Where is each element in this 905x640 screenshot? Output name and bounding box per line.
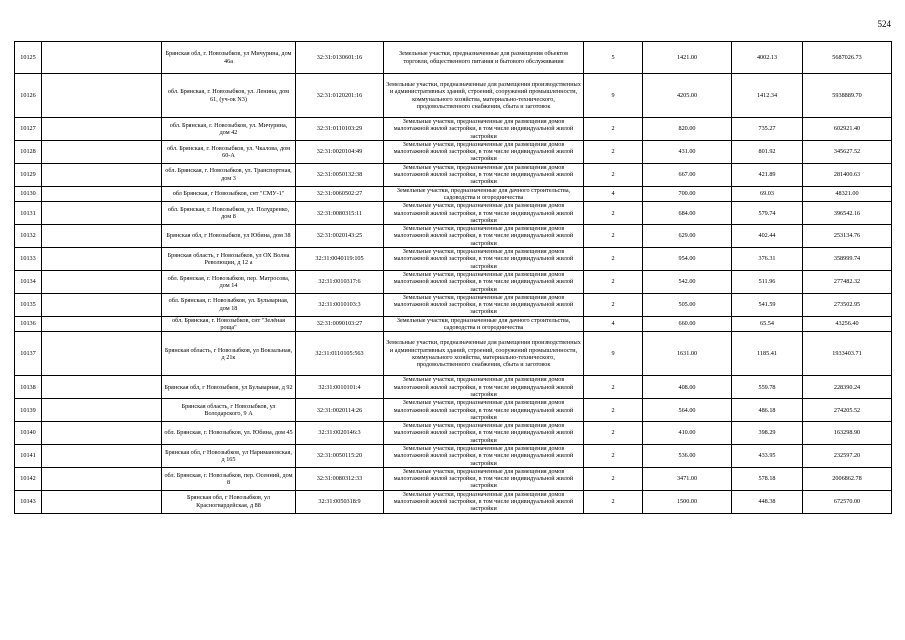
cadastral-value-cell: 273502.95 bbox=[803, 293, 892, 316]
table-row bbox=[15, 248, 892, 271]
cadastral-number-cell: 32:31:0050115:20 bbox=[296, 444, 384, 467]
address-cell: обл. Брянская, г. Новозыбков, пер. Осенний, дом 8 bbox=[162, 467, 296, 490]
use-group-cell: 2 bbox=[584, 467, 643, 490]
specific-value-cell: 421.89 bbox=[732, 163, 803, 186]
specific-value-cell: 735.27 bbox=[732, 118, 803, 141]
specific-value-cell: 541.59 bbox=[732, 293, 803, 316]
specific-value-cell: 511.96 bbox=[732, 270, 803, 293]
cadastral-number-cell: 32:31:0010317:6 bbox=[296, 270, 384, 293]
use-group-cell: 2 bbox=[584, 490, 643, 513]
specific-value-cell: 559.78 bbox=[732, 376, 803, 399]
cadastral-value-cell: 163298.90 bbox=[803, 422, 892, 445]
use-group-cell: 2 bbox=[584, 163, 643, 186]
empty-cell bbox=[42, 140, 162, 163]
address-cell: обл. Брянская, г. Новозыбков, снт "Зелёная роща" bbox=[162, 316, 296, 332]
specific-value-cell: 376.31 bbox=[732, 248, 803, 271]
cadastral-value-cell: 48321.00 bbox=[803, 186, 892, 202]
table-row bbox=[15, 467, 892, 490]
land-use-cell: Земельные участки, предназначенные для размещения домов малоэтажной жилой застройки, в том числе индивидуальной жилой застройки bbox=[384, 399, 584, 422]
specific-value-cell: 579.74 bbox=[732, 202, 803, 225]
row-number-cell: 10128 bbox=[15, 140, 42, 163]
use-group-cell: 2 bbox=[584, 399, 643, 422]
area-cell: 629.00 bbox=[643, 225, 732, 248]
row-number-cell: 10126 bbox=[15, 74, 42, 118]
row-number-cell: 10133 bbox=[15, 248, 42, 271]
area-cell: 564.00 bbox=[643, 399, 732, 422]
empty-cell bbox=[42, 270, 162, 293]
specific-value-cell: 402.44 bbox=[732, 225, 803, 248]
row-number-cell: 10142 bbox=[15, 467, 42, 490]
area-cell: 820.00 bbox=[643, 118, 732, 141]
table-row bbox=[15, 74, 892, 118]
use-group-cell: 2 bbox=[584, 225, 643, 248]
specific-value-cell: 65.54 bbox=[732, 316, 803, 332]
table-row bbox=[15, 202, 892, 225]
empty-cell bbox=[42, 225, 162, 248]
area-cell: 660.00 bbox=[643, 316, 732, 332]
table-row bbox=[15, 42, 892, 74]
cadastral-value-cell: 345627.52 bbox=[803, 140, 892, 163]
land-use-cell: Земельные участки, предназначенные для размещения домов малоэтажной жилой застройки, в том числе индивидуальной жилой застройки bbox=[384, 467, 584, 490]
specific-value-cell: 4002.13 bbox=[732, 42, 803, 74]
land-use-cell: Земельные участки, предназначенные для дачного строительства, садоводства и огородничества bbox=[384, 186, 584, 202]
address-cell: Брянская обл, г Новозыбков, ул Наримановская, д 165 bbox=[162, 444, 296, 467]
cadastral-number-cell: 32:31:0020146:3 bbox=[296, 422, 384, 445]
cadastral-number-cell: 32:31:0040119:105 bbox=[296, 248, 384, 271]
area-cell: 431.00 bbox=[643, 140, 732, 163]
empty-cell bbox=[42, 118, 162, 141]
use-group-cell: 5 bbox=[584, 42, 643, 74]
cadastral-number-cell: 32:31:0010101:4 bbox=[296, 376, 384, 399]
empty-cell bbox=[42, 42, 162, 74]
row-number-cell: 10139 bbox=[15, 399, 42, 422]
empty-cell bbox=[42, 376, 162, 399]
cadastral-number-cell: 32:31:0090103:27 bbox=[296, 316, 384, 332]
land-use-cell: Земельные участки, предназначенные для размещения домов малоэтажной жилой застройки, в том числе индивидуальной жилой застройки bbox=[384, 248, 584, 271]
use-group-cell: 2 bbox=[584, 118, 643, 141]
cadastral-number-cell: 32:31:0050132:38 bbox=[296, 163, 384, 186]
address-cell: обл. Брянская, г. Новозыбков, ул. Бульварная, дом 18 bbox=[162, 293, 296, 316]
land-use-cell: Земельные участки, предназначенные для размещения объектов торговли, общественного питания и бытового обслуживания bbox=[384, 42, 584, 74]
address-cell: Брянская область, г Новозыбков, ул Вокзальная, д 21к bbox=[162, 332, 296, 376]
address-cell: Брянская область, г Новозыбков, ул Володарского, 9 А bbox=[162, 399, 296, 422]
table-row bbox=[15, 316, 892, 332]
table-row bbox=[15, 225, 892, 248]
row-number-cell: 10136 bbox=[15, 316, 42, 332]
cadastral-value-cell: 2006862.78 bbox=[803, 467, 892, 490]
land-use-cell: Земельные участки, предназначенные для размещения домов малоэтажной жилой застройки, в том числе индивидуальной жилой застройки bbox=[384, 225, 584, 248]
address-cell: обл. Брянская, г. Новозыбков, ул. Мичурина, дом 42 bbox=[162, 118, 296, 141]
table-row bbox=[15, 118, 892, 141]
area-cell: 542.00 bbox=[643, 270, 732, 293]
empty-cell bbox=[42, 186, 162, 202]
address-cell: Брянская обл, г Новозыбков, ул Бульварная, д 92 bbox=[162, 376, 296, 399]
address-cell: Брянская обл, г Новозыбков, ул Юбина, дом 38 bbox=[162, 225, 296, 248]
address-cell: обл. Брянская, г. Новозыбков, ул. Ленина, дом 61, (уч-ок N3) bbox=[162, 74, 296, 118]
row-number-cell: 10138 bbox=[15, 376, 42, 399]
table-row bbox=[15, 332, 892, 376]
use-group-cell: 9 bbox=[584, 332, 643, 376]
cadastral-value-cell: 396542.16 bbox=[803, 202, 892, 225]
row-number-cell: 10132 bbox=[15, 225, 42, 248]
land-use-cell: Земельные участки, предназначенные для размещения домов малоэтажной жилой застройки, в том числе индивидуальной жилой застройки bbox=[384, 444, 584, 467]
cadastral-value-cell: 602921.40 bbox=[803, 118, 892, 141]
cadastral-value-cell: 281400.63 bbox=[803, 163, 892, 186]
land-use-cell: Земельные участки, предназначенные для размещения производственных и административных зданий, строений, сооружений промышленности, коммунального хозяйства, материально-технического, продовольственного снабжения, сбыта и заготовок bbox=[384, 332, 584, 376]
specific-value-cell: 578.18 bbox=[732, 467, 803, 490]
address-cell: обл. Брянская, г. Новозыбков, пер. Матросова, дом 14 bbox=[162, 270, 296, 293]
cadastral-number-cell: 32:31:0020143:25 bbox=[296, 225, 384, 248]
row-number-cell: 10131 bbox=[15, 202, 42, 225]
use-group-cell: 4 bbox=[584, 186, 643, 202]
cadastral-value-cell: 358999.74 bbox=[803, 248, 892, 271]
table-row bbox=[15, 163, 892, 186]
row-number-cell: 10135 bbox=[15, 293, 42, 316]
table-row bbox=[15, 270, 892, 293]
address-cell: обл. Брянская, г. Новозыбков, ул. Юбина, дом 45 bbox=[162, 422, 296, 445]
cadastral-number-cell: 32:31:0050318:9 bbox=[296, 490, 384, 513]
cadastral-number-cell: 32:31:0130601:16 bbox=[296, 42, 384, 74]
row-number-cell: 10134 bbox=[15, 270, 42, 293]
empty-cell bbox=[42, 399, 162, 422]
cadastral-value-cell: 277482.32 bbox=[803, 270, 892, 293]
cadastral-number-cell: 32:31:0110103:29 bbox=[296, 118, 384, 141]
use-group-cell: 2 bbox=[584, 140, 643, 163]
table-row bbox=[15, 444, 892, 467]
specific-value-cell: 1185.41 bbox=[732, 332, 803, 376]
use-group-cell: 2 bbox=[584, 202, 643, 225]
cadastral-value-cell: 5687026.73 bbox=[803, 42, 892, 74]
use-group-cell: 2 bbox=[584, 376, 643, 399]
land-use-cell: Земельные участки, предназначенные для размещения домов малоэтажной жилой застройки, в том числе индивидуальной жилой застройки bbox=[384, 270, 584, 293]
area-cell: 536.00 bbox=[643, 444, 732, 467]
area-cell: 684.00 bbox=[643, 202, 732, 225]
address-cell: Брянская область, г Новозыбков, ул ОХ Волна Революции, д 12 а bbox=[162, 248, 296, 271]
use-group-cell: 4 bbox=[584, 316, 643, 332]
area-cell: 4205.00 bbox=[643, 74, 732, 118]
empty-cell bbox=[42, 467, 162, 490]
address-cell: обл. Брянская, г. Новозыбков, ул. Полудренко, дом 8 bbox=[162, 202, 296, 225]
cadastral-value-cell: 1933403.71 bbox=[803, 332, 892, 376]
cadastral-value-cell: 253134.76 bbox=[803, 225, 892, 248]
row-number-cell: 10143 bbox=[15, 490, 42, 513]
area-cell: 1631.00 bbox=[643, 332, 732, 376]
table-row bbox=[15, 399, 892, 422]
table-row bbox=[15, 422, 892, 445]
empty-cell bbox=[42, 490, 162, 513]
land-use-cell: Земельные участки, предназначенные для размещения домов малоэтажной жилой застройки, в том числе индивидуальной жилой застройки bbox=[384, 376, 584, 399]
area-cell: 1421.00 bbox=[643, 42, 732, 74]
cadastral-number-cell: 32:31:0020104:49 bbox=[296, 140, 384, 163]
row-number-cell: 10125 bbox=[15, 42, 42, 74]
page-number: 524 bbox=[877, 19, 891, 29]
row-number-cell: 10140 bbox=[15, 422, 42, 445]
address-cell: Брянская обл, г Новозыбков, ул Красногвардейская, д 88 bbox=[162, 490, 296, 513]
address-cell: обл. Брянская, г. Новозыбков, ул. Чкалова, дом 60-А bbox=[162, 140, 296, 163]
row-number-cell: 10137 bbox=[15, 332, 42, 376]
area-cell: 505.00 bbox=[643, 293, 732, 316]
address-cell: обл Брянская, г Новозыбков, снт "СМУ-1" bbox=[162, 186, 296, 202]
use-group-cell: 2 bbox=[584, 422, 643, 445]
empty-cell bbox=[42, 74, 162, 118]
land-use-cell: Земельные участки, предназначенные для размещения производственных и административных зданий, строений, сооружений промышленности, коммунального хозяйства, материально-технического, продовольственного снабжения, сбыта и заготовок bbox=[384, 74, 584, 118]
use-group-cell: 2 bbox=[584, 248, 643, 271]
cadastral-number-cell: 32:31:0110105:563 bbox=[296, 332, 384, 376]
address-cell: Брянская обл, г. Новозыбков, ул Мичурина, дом 46а bbox=[162, 42, 296, 74]
area-cell: 408.00 bbox=[643, 376, 732, 399]
area-cell: 1500.00 bbox=[643, 490, 732, 513]
table-row bbox=[15, 140, 892, 163]
address-cell: обл. Брянская, г. Новозыбков, ул. Транспортная, дом 3 bbox=[162, 163, 296, 186]
specific-value-cell: 801.92 bbox=[732, 140, 803, 163]
use-group-cell: 2 bbox=[584, 444, 643, 467]
use-group-cell: 2 bbox=[584, 293, 643, 316]
cadastral-value-cell: 672570.00 bbox=[803, 490, 892, 513]
area-cell: 700.00 bbox=[643, 186, 732, 202]
land-use-cell: Земельные участки, предназначенные для дачного строительства, садоводства и огородничества bbox=[384, 316, 584, 332]
cadastral-value-cell: 228390.24 bbox=[803, 376, 892, 399]
land-use-cell: Земельные участки, предназначенные для размещения домов малоэтажной жилой застройки, в том числе индивидуальной жилой застройки bbox=[384, 293, 584, 316]
land-use-cell: Земельные участки, предназначенные для размещения домов малоэтажной жилой застройки, в том числе индивидуальной жилой застройки bbox=[384, 202, 584, 225]
row-number-cell: 10130 bbox=[15, 186, 42, 202]
use-group-cell: 9 bbox=[584, 74, 643, 118]
specific-value-cell: 398.29 bbox=[732, 422, 803, 445]
empty-cell bbox=[42, 332, 162, 376]
specific-value-cell: 69.03 bbox=[732, 186, 803, 202]
table-row bbox=[15, 376, 892, 399]
cadastral-number-cell: 32:31:0020114:26 bbox=[296, 399, 384, 422]
table-row bbox=[15, 490, 892, 513]
empty-cell bbox=[42, 293, 162, 316]
specific-value-cell: 433.95 bbox=[732, 444, 803, 467]
empty-cell bbox=[42, 444, 162, 467]
table-row bbox=[15, 293, 892, 316]
empty-cell bbox=[42, 248, 162, 271]
cadastral-value-cell: 274205.52 bbox=[803, 399, 892, 422]
specific-value-cell: 448.38 bbox=[732, 490, 803, 513]
row-number-cell: 10127 bbox=[15, 118, 42, 141]
cadastral-value-cell: 5938889.70 bbox=[803, 74, 892, 118]
cadastral-value-cell: 232597.20 bbox=[803, 444, 892, 467]
empty-cell bbox=[42, 316, 162, 332]
cadastral-number-cell: 32:31:0080315:11 bbox=[296, 202, 384, 225]
table-body bbox=[15, 42, 892, 514]
cadastral-value-cell: 43256.40 bbox=[803, 316, 892, 332]
land-use-cell: Земельные участки, предназначенные для размещения домов малоэтажной жилой застройки, в том числе индивидуальной жилой застройки bbox=[384, 163, 584, 186]
cadastral-number-cell: 32:31:0060502:27 bbox=[296, 186, 384, 202]
empty-cell bbox=[42, 163, 162, 186]
specific-value-cell: 486.18 bbox=[732, 399, 803, 422]
empty-cell bbox=[42, 202, 162, 225]
cadastral-value-table bbox=[14, 41, 892, 514]
land-use-cell: Земельные участки, предназначенные для размещения домов малоэтажной жилой застройки, в том числе индивидуальной жилой застройки bbox=[384, 490, 584, 513]
table-row bbox=[15, 186, 892, 202]
area-cell: 667.00 bbox=[643, 163, 732, 186]
land-use-cell: Земельные участки, предназначенные для размещения домов малоэтажной жилой застройки, в том числе индивидуальной жилой застройки bbox=[384, 140, 584, 163]
row-number-cell: 10129 bbox=[15, 163, 42, 186]
use-group-cell: 2 bbox=[584, 270, 643, 293]
area-cell: 954.00 bbox=[643, 248, 732, 271]
land-use-cell: Земельные участки, предназначенные для размещения домов малоэтажной жилой застройки, в том числе индивидуальной жилой застройки bbox=[384, 118, 584, 141]
area-cell: 410.00 bbox=[643, 422, 732, 445]
row-number-cell: 10141 bbox=[15, 444, 42, 467]
empty-cell bbox=[42, 422, 162, 445]
cadastral-number-cell: 32:31:0080312:33 bbox=[296, 467, 384, 490]
cadastral-number-cell: 32:31:0120201:16 bbox=[296, 74, 384, 118]
specific-value-cell: 1412.34 bbox=[732, 74, 803, 118]
area-cell: 3471.00 bbox=[643, 467, 732, 490]
land-use-cell: Земельные участки, предназначенные для размещения домов малоэтажной жилой застройки, в том числе индивидуальной жилой застройки bbox=[384, 422, 584, 445]
cadastral-number-cell: 32:31:0010103:3 bbox=[296, 293, 384, 316]
